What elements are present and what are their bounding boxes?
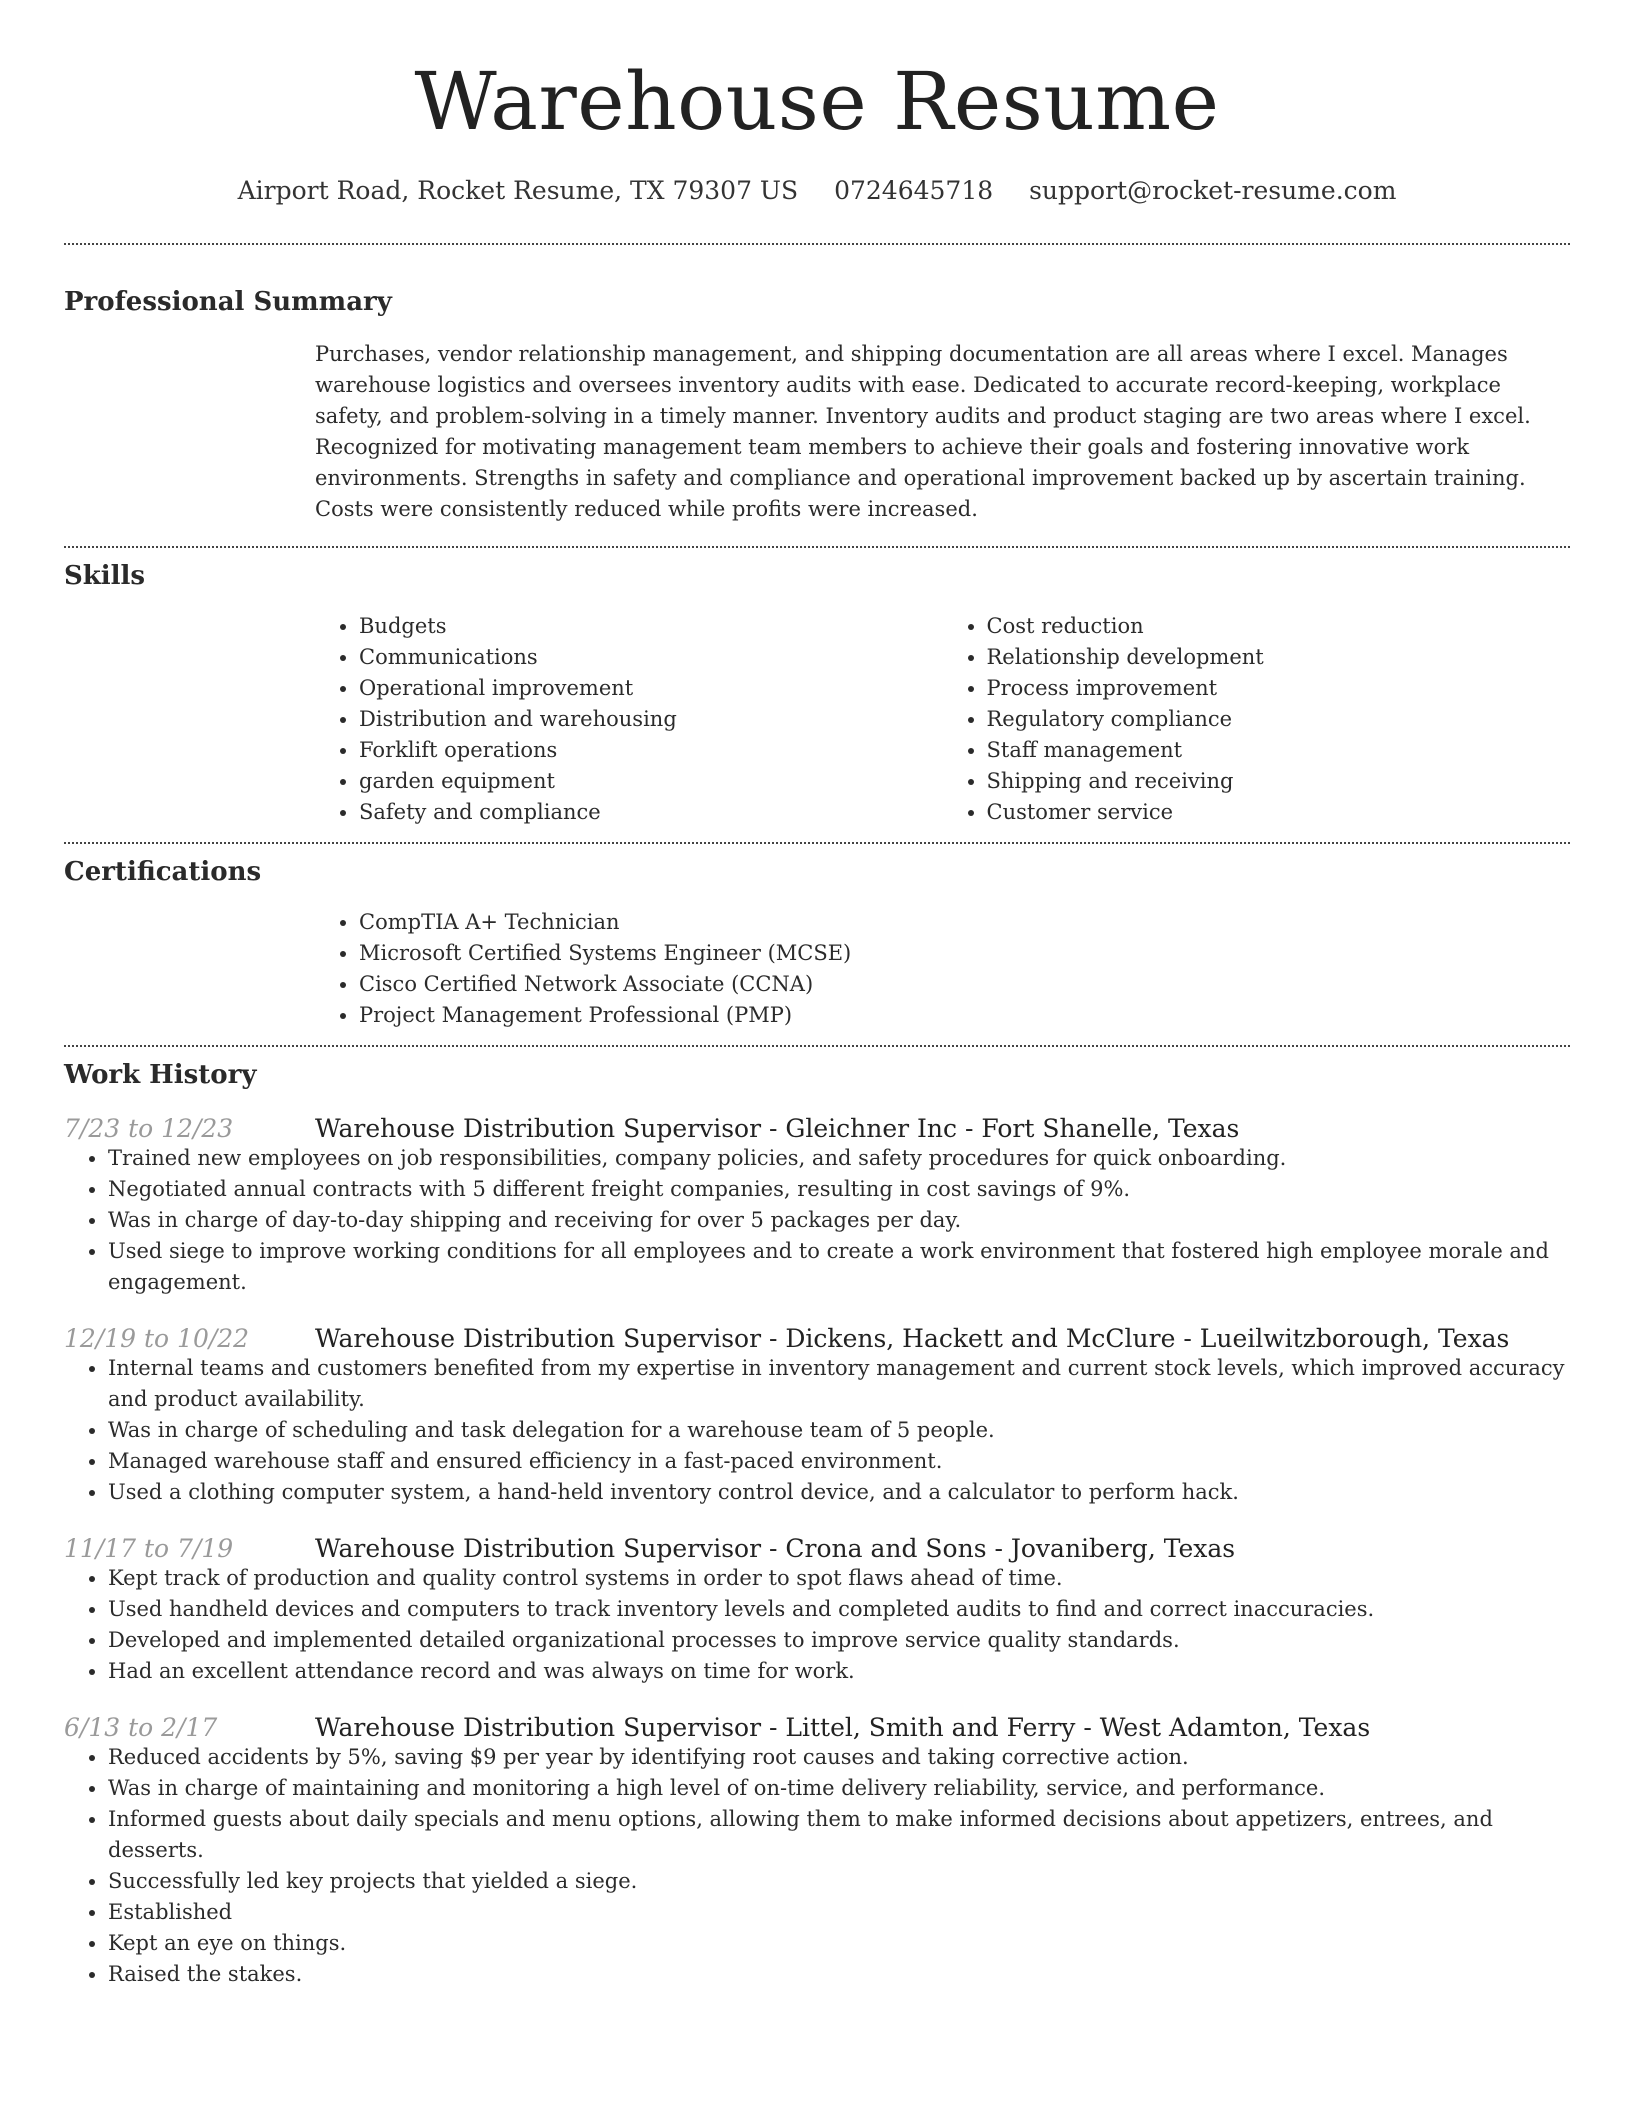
skill-item: • Budgets [359,611,943,642]
job-bullet: • Successfully led key projects that yielded a siege. [108,1866,1570,1897]
job-bullet: • Was in charge of maintaining and monitoring a high level of on-time delivery reliability, service, and performance. [108,1773,1570,1804]
job-header [64,1713,1570,1742]
job-bullet: • Kept track of production and quality control systems in order to spot flaws ahead of time. [108,1563,1570,1594]
contact-phone: 0724645718 [834,176,994,205]
certifications-heading: Certifications [64,857,262,887]
job-bullet: • Used handheld devices and computers to track inventory levels and completed audits to find and correct inaccuracies. [108,1594,1570,1625]
job-bullet: • Internal teams and customers benefited from my expertise in inventory management and current stock levels, which improved accuracy and product availability. [108,1353,1570,1415]
section-divider [64,1045,1570,1047]
job-title: Warehouse Distribution Supervisor - Gleichner Inc - Fort Shanelle, Texas [315,1114,1240,1143]
certifications-body [315,907,1570,1031]
job-bullet: • Used a clothing computer system, a hand-held inventory control device, and a calculator to perform hack. [108,1477,1570,1508]
job-header [64,1324,1570,1353]
summary-heading: Professional Summary [64,287,392,317]
job-bullets [64,1742,1570,1990]
skill-item: • Regulatory compliance [987,704,1571,735]
skills-grid [315,611,1570,828]
job-entry [64,1114,1570,1298]
skill-item: • Forklift operations [359,735,943,766]
skill-item: • Shipping and receiving [987,766,1571,797]
section-divider [64,546,1570,548]
job-bullet: • Informed guests about daily specials and menu options, allowing them to make informed decisions about appetizers, entrees, and desserts. [108,1804,1570,1866]
job-dates: 6/13 to 2/17 [64,1713,218,1742]
job-bullet: • Managed warehouse staff and ensured efficiency in a fast-paced environment. [108,1446,1570,1477]
job-bullets [64,1143,1570,1298]
job-dates: 12/19 to 10/22 [64,1324,250,1353]
job-bullet: • Established [108,1897,1570,1928]
job-header [64,1534,1570,1563]
certification-item: • Microsoft Certified Systems Engineer (MCSE) [359,938,1570,969]
job-title: Warehouse Distribution Supervisor - Littel, Smith and Ferry - West Adamton, Texas [315,1713,1371,1742]
job-entry [64,1324,1570,1508]
resume-page [64,0,1570,1990]
skill-item: • Operational improvement [359,673,943,704]
job-bullet: • Developed and implemented detailed organizational processes to improve service quality standards. [108,1625,1570,1656]
job-bullet: • Negotiated annual contracts with 5 different freight companies, resulting in cost savings of 9%. [108,1174,1570,1205]
certifications-list [315,907,1570,1031]
job-title: Warehouse Distribution Supervisor - Dickens, Hackett and McClure - Lueilwitzborough, Texas [315,1324,1510,1353]
resume-title: Warehouse Resume [414,55,1220,148]
skill-item: • garden equipment [359,766,943,797]
skill-item: • Staff management [987,735,1571,766]
job-entry [64,1713,1570,1990]
contact-email: support@rocket-resume.com [1029,176,1397,205]
job-bullet: • Had an excellent attendance record and was always on time for work. [108,1656,1570,1687]
certification-item: • CompTIA A+ Technician [359,907,1570,938]
job-bullet: • Raised the stakes. [108,1959,1570,1990]
skill-item: • Process improvement [987,673,1571,704]
section-divider [64,842,1570,844]
job-bullet: • Reduced accidents by 5%, saving $9 per year by identifying root causes and taking corrective action. [108,1742,1570,1773]
job-title: Warehouse Distribution Supervisor - Crona and Sons - Jovaniberg, Texas [315,1534,1236,1563]
job-dates: 7/23 to 12/23 [64,1114,234,1143]
job-bullet: • Kept an eye on things. [108,1928,1570,1959]
job-bullet: • Trained new employees on job responsibilities, company policies, and safety procedures for quick onboarding. [108,1143,1570,1174]
skill-item: • Cost reduction [987,611,1571,642]
job-bullet: • Was in charge of scheduling and task delegation for a warehouse team of 5 people. [108,1415,1570,1446]
contact-address: Airport Road, Rocket Resume, TX 79307 US [237,176,799,205]
skills-list-right [943,611,1571,828]
skill-item: • Customer service [987,797,1571,828]
skill-item: • Relationship development [987,642,1571,673]
summary-body [315,339,1570,525]
skill-item: • Safety and compliance [359,797,943,828]
skills-list-left [315,611,943,828]
work-history-heading: Work History [64,1060,257,1090]
certification-item: • Project Management Professional (PMP) [359,1000,1570,1031]
job-dates: 11/17 to 7/19 [64,1534,234,1563]
job-bullet: • Was in charge of day-to-day shipping and receiving for over 5 packages per day. [108,1205,1570,1236]
skill-item: • Communications [359,642,943,673]
skill-item: • Distribution and warehousing [359,704,943,735]
contact-line [64,174,1570,208]
section-divider [64,243,1570,245]
certification-item: • Cisco Certified Network Associate (CCNA) [359,969,1570,1000]
job-bullet: • Used siege to improve working conditions for all employees and to create a work environment that fostered high employee morale and engagement. [108,1236,1570,1298]
job-bullets [64,1353,1570,1508]
summary-text: Purchases, vendor relationship management, and shipping documentation are all areas where I excel. Manages warehouse logistics and oversees inventory audits with ease. Dedicated to accurate record-keeping, workplace safety, and problem-solving in a timely manner. Inventory audits and product staging are two areas where I excel. Recognized for motivating management team members to achieve their goals and fostering innovative work environments. Strengths in safety and compliance and operational improvement backed up by ascertain training. Costs were consistently reduced while profits were increased. [315,342,1531,521]
skills-heading: Skills [64,561,146,591]
job-entry [64,1534,1570,1687]
job-bullets [64,1563,1570,1687]
job-header [64,1114,1570,1143]
